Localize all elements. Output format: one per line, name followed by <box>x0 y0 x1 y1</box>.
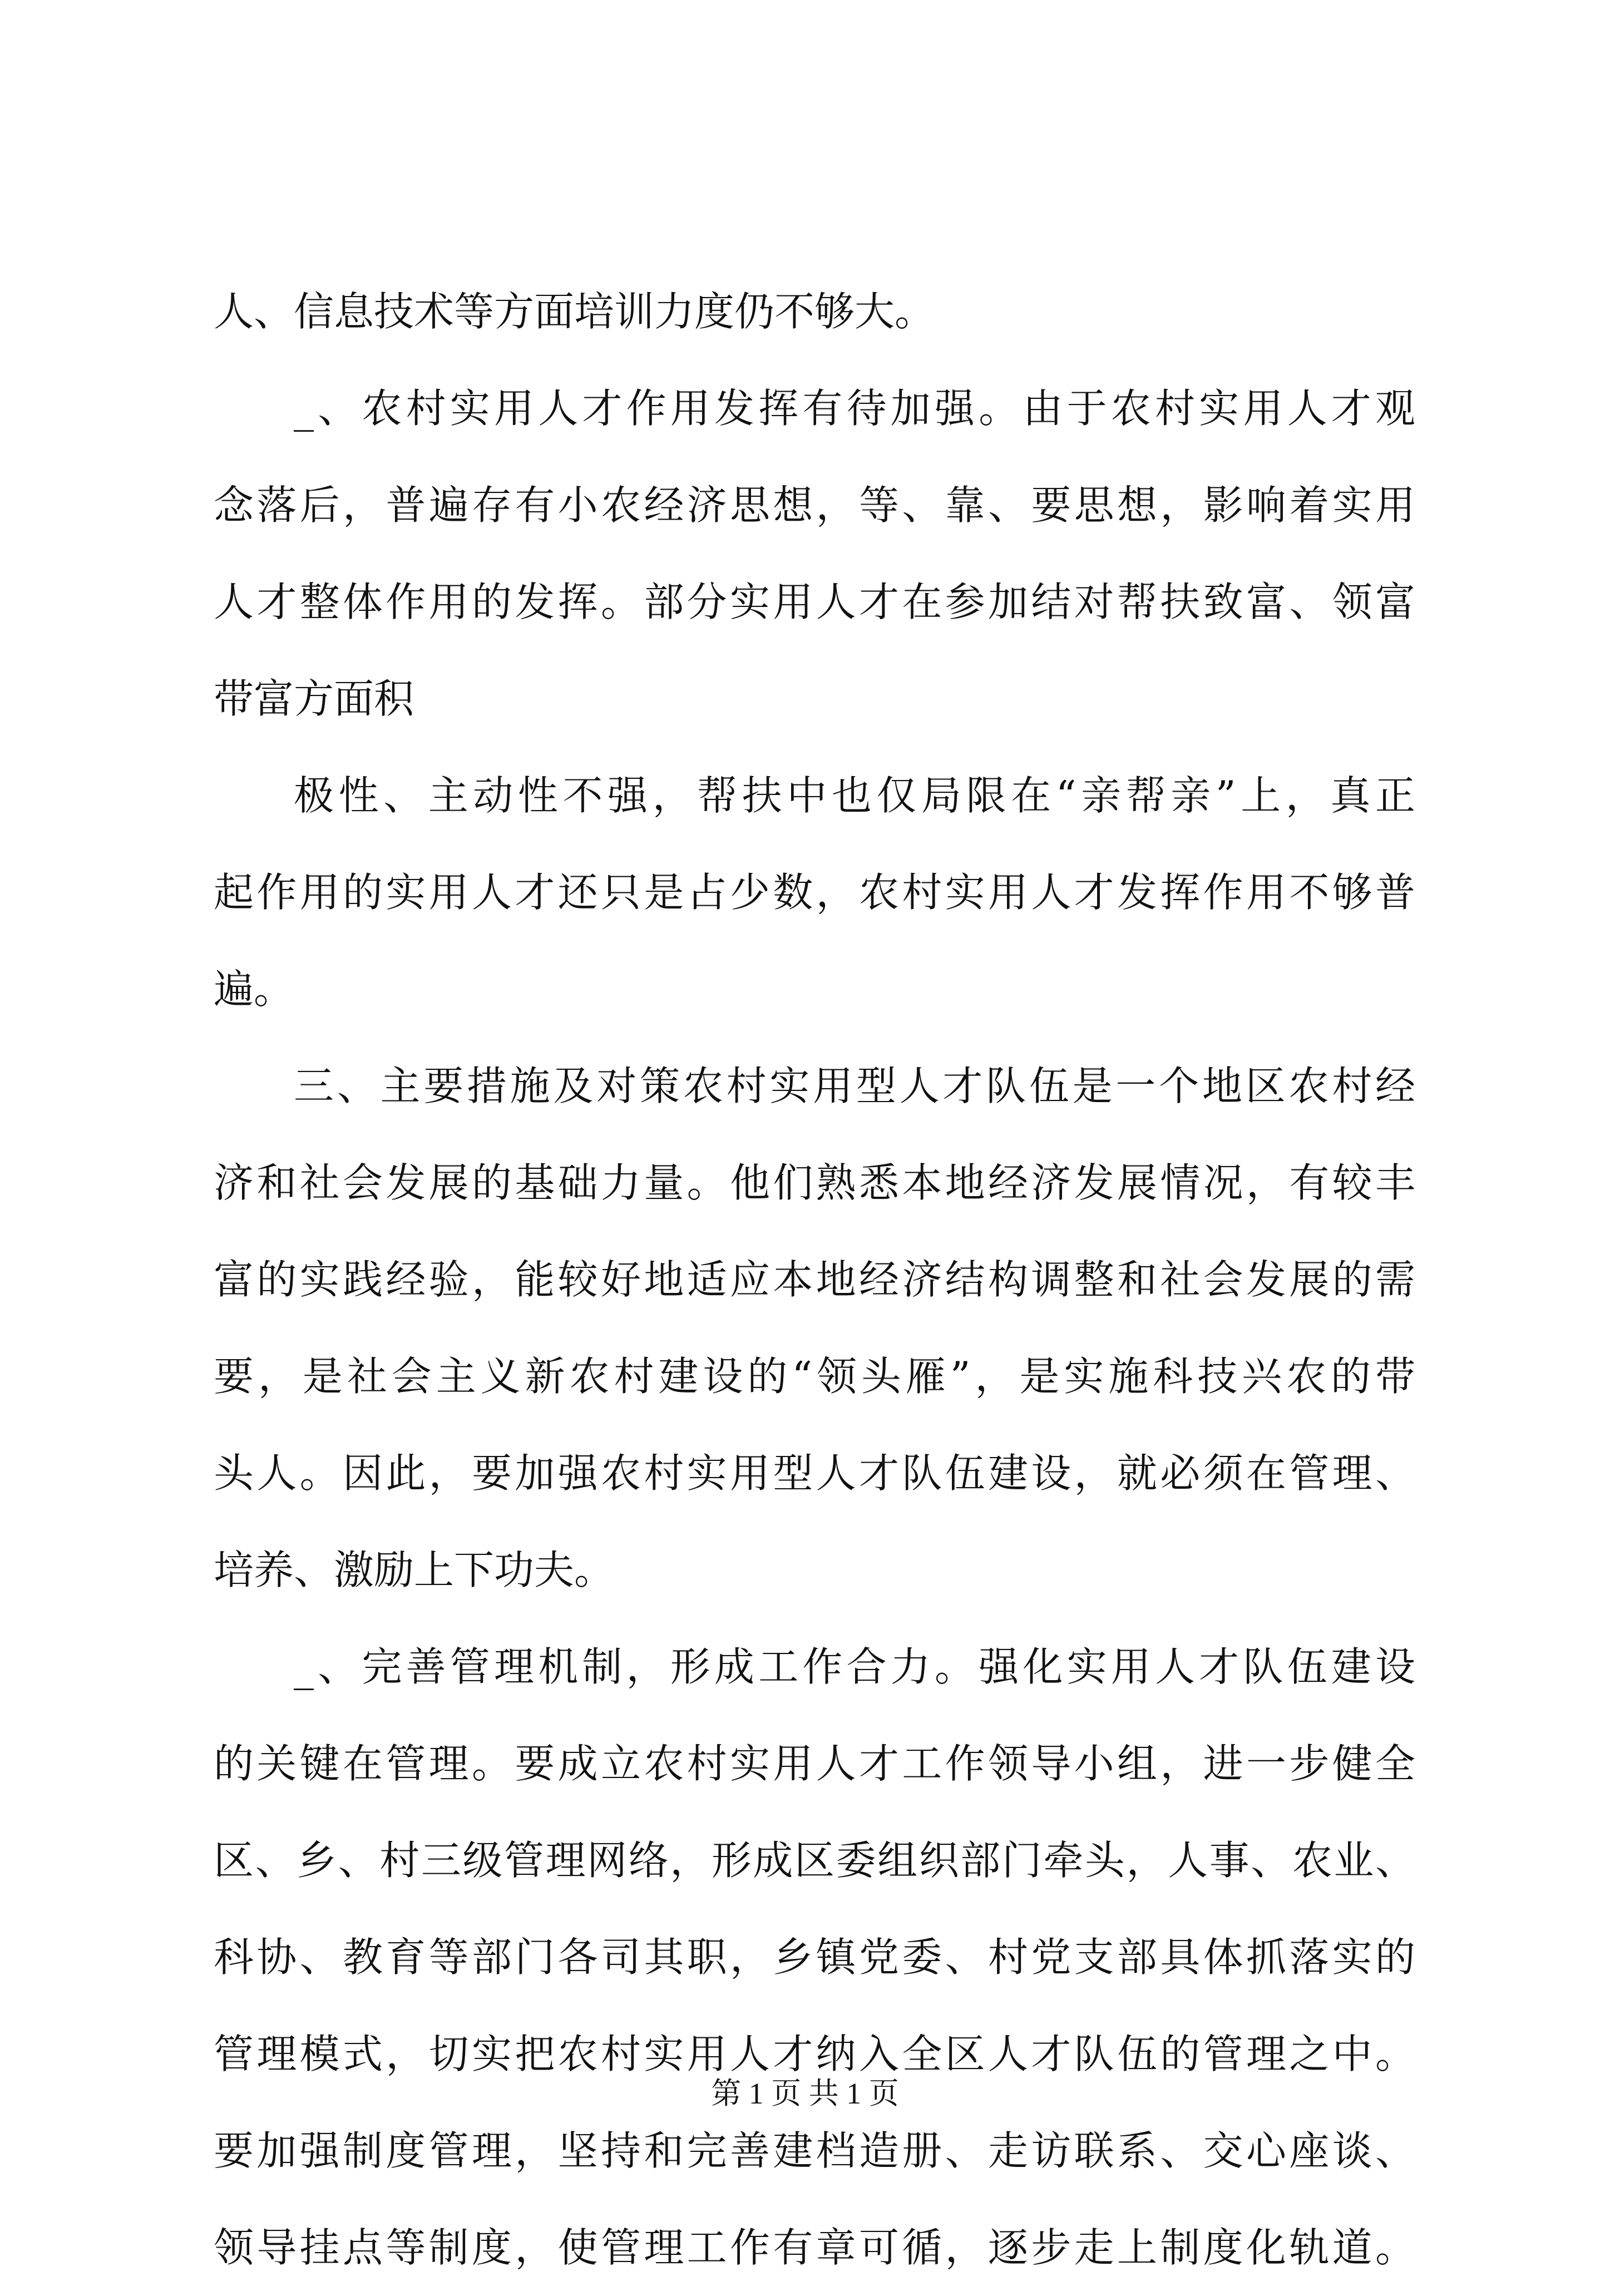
text-line: 区、乡、村三级管理网络，形成区委组织部门牵头，人事、农业、 <box>214 1837 1415 1884</box>
text-line: 的关键在管理。要成立农村实用人才工作领导小组，进一步健全 <box>214 1740 1415 1787</box>
document-body <box>214 263 1415 2296</box>
text-line: 济和社会发展的基础力量。他们熟悉本地经济发展情况，有较丰 <box>214 1159 1415 1206</box>
page-number-label: 第 1 页 共 1 页 <box>711 2077 899 2110</box>
page-footer <box>0 2074 1610 2113</box>
text-line: 人、信息技术等方面培训力度仍不够大。 <box>214 288 935 335</box>
text-line: 带富方面积 <box>214 675 414 722</box>
text-line: 领导挂点等制度，使管理工作有章可循，逐步走上制度化轨道。 <box>214 2224 1415 2271</box>
text-line: 头人。因此，要加强农村实用型人才队伍建设，就必须在管理、 <box>214 1450 1415 1497</box>
text-line: 管理模式，切实把农村实用人才纳入全区人才队伍的管理之中。 <box>214 2031 1415 2077</box>
text-line: 培养、激励上下功夫。 <box>214 1547 615 1593</box>
text-line: _、完善管理机制，形成工作合力。强化实用人才队伍建设 <box>294 1643 1415 1690</box>
text-line: _、农村实用人才作用发挥有待加强。由于农村实用人才观 <box>294 385 1415 432</box>
text-line: 遍。 <box>214 966 294 1013</box>
text-line: 极性、主动性不强，帮扶中也仅局限在“亲帮亲”上，真正 <box>294 772 1415 819</box>
text-line: 念落后，普遍存有小农经济思想，等、靠、要思想，影响着实用 <box>214 482 1415 529</box>
text-line: 起作用的实用人才还只是占少数，农村实用人才发挥作用不够普 <box>214 869 1415 916</box>
text-line: 科协、教育等部门各司其职，乡镇党委、村党支部具体抓落实的 <box>214 1934 1415 1981</box>
text-line: 要，是社会主义新农村建设的“领头雁”，是实施科技兴农的带 <box>214 1353 1415 1400</box>
text-line: 富的实践经验，能较好地适应本地经济结构调整和社会发展的需 <box>214 1256 1415 1303</box>
text-line: 三、主要措施及对策农村实用型人才队伍是一个地区农村经 <box>294 1063 1415 1109</box>
text-line: 人才整体作用的发挥。部分实用人才在参加结对帮扶致富、领富 <box>214 579 1415 625</box>
text-line: 要加强制度管理，坚持和完善建档造册、走访联系、交心座谈、 <box>214 2127 1415 2174</box>
